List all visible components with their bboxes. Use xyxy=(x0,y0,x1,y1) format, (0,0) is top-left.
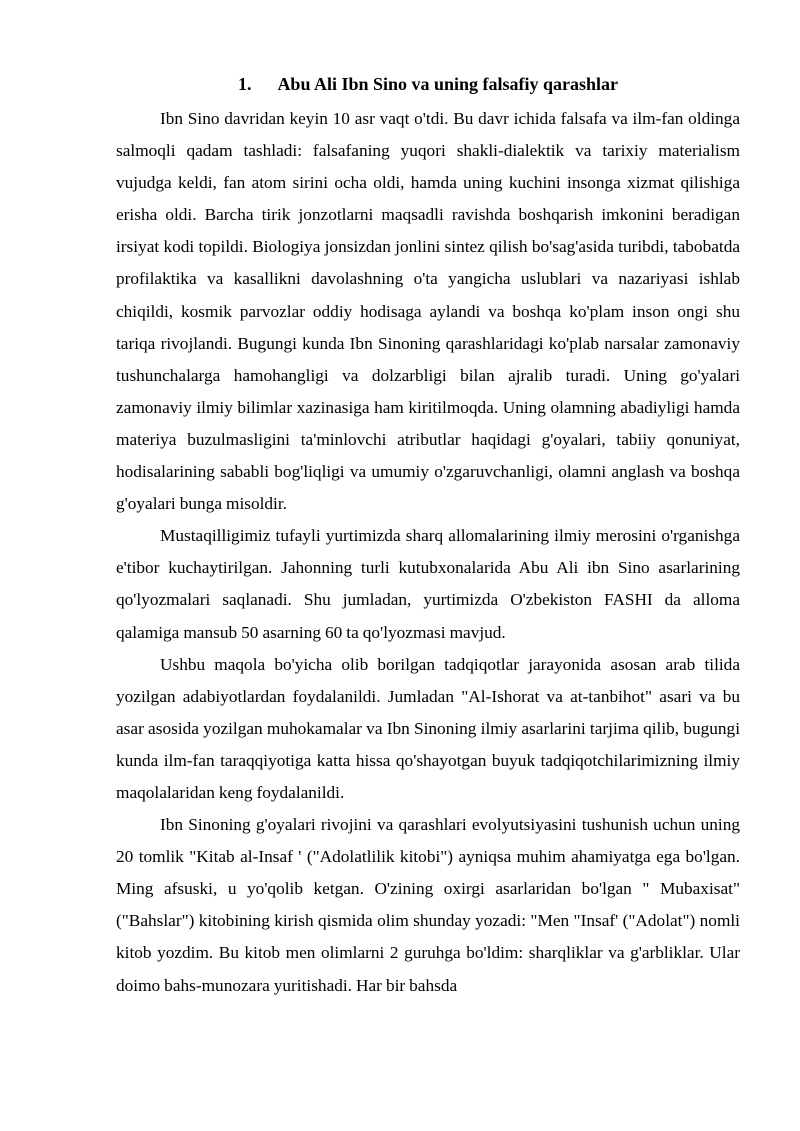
section-number: 1. xyxy=(237,74,252,94)
paragraph-4: Ibn Sinoning g'oyalari rivojini va qarashlari evolyutsiyasini tushunish uchun uning 20 tomlik "Kitab al-Insaf ' ("Adolatlilik kitobi") ayniqsa muhim ahamiyatga ega bo'lgan. Ming afsuski, u yo'qolib ketgan. O'zining oxirgi asarlaridan bo'lgan " Mubaxisat" ("Bahslar") kitobining kirish qismida olim shunday yozadi: "Men "Insaf' ("Adolat") nomli kitob yozdim. Bu kitob men olimlarni 2 guruhga bo'ldim: sharqliklar va g'arbliklar. Ular doimo bahs-munozara yuritishadi. Har bir bahsda xyxy=(116,815,740,995)
paragraph-3: Ushbu maqola bo'yicha olib borilgan tadqiqotlar jarayonida asosan arab tilida yozilgan adabiyotlardan foydalanildi. Jumladan "Al-Ishorat va at-tanbihot" asari va bu asar asosida yozilgan muhokamalar va Ibn Sinoning ilmiy asarlarini tarjima qilib, bugungi kunda ilm-fan taraqqiyotiga katta hissa qo'shayotgan buyuk tadqiqotchilarimizning ilmiy maqolalaridan keng foydalanildi. xyxy=(116,654,740,802)
section-heading xyxy=(116,69,740,99)
paragraph-2: Mustaqilligimiz tufayli yurtimizda sharq allomalarining ilmiy merosini o'rganishga e'tibor kuchaytirilgan. Jahonning turli kutubxonalarida Abu Ali ibn Sino asarlarining qo'lyozmalari saqlanadi. Shu jumladan, yurtimizda O'zbekiston FASHI da alloma qalamiga mansub 50 asarning 60 ta qo'lyozmasi mavjud. xyxy=(116,526,740,642)
body-text xyxy=(116,103,740,1002)
section-title: Abu Ali Ibn Sino va uning falsafiy qarashlar xyxy=(277,74,619,94)
paragraph-1: Ibn Sino davridan keyin 10 asr vaqt o'tdi. Bu davr ichida falsafa va ilm-fan oldinga salmoqli qadam tashladi: falsafaning yuqori shakli-dialektik va tarixiy materialism vujudga keldi, fan atom sirini ocha oldi, hamda uning kuchini insonga xizmat qilishiga erisha oldi. Barcha tirik jonzotlarni maqsadli ravishda boshqarish imkonini beradigan irsiyat kodi topildi. Biologiya jonsizdan jonlini sintez qilish bo'sag'asida turibdi, tabobatda profilaktika va kasallikni davolashning o'ta yangicha uslublari va nazariyasi ishlab chiqildi, kosmik parvozlar oddiy hodisaga aylandi va boshqa ko'plam inson ongi shu tariqa rivojlandi. Bugungi kunda Ibn Sinoning qarashlaridagi ko'plab narsalar zamonaviy tushunchalarga hamohangligi va dolzarbligi bilan ajralib turadi. Uning go'yalari zamonaviy ilmiy bilimlar xazinasiga ham kiritilmoqda. Uning olamning abadiyligi hamda materiya buzulmasligini ta'minlovchi atributlar haqidagi g'oyalari, tabiiy qonuniyat, hodisalarining sababli bog'liqligi va umumiy o'zgaruvchanligi, olamni anglash va boshqa g'oyalari bunga misoldir. xyxy=(116,109,740,514)
